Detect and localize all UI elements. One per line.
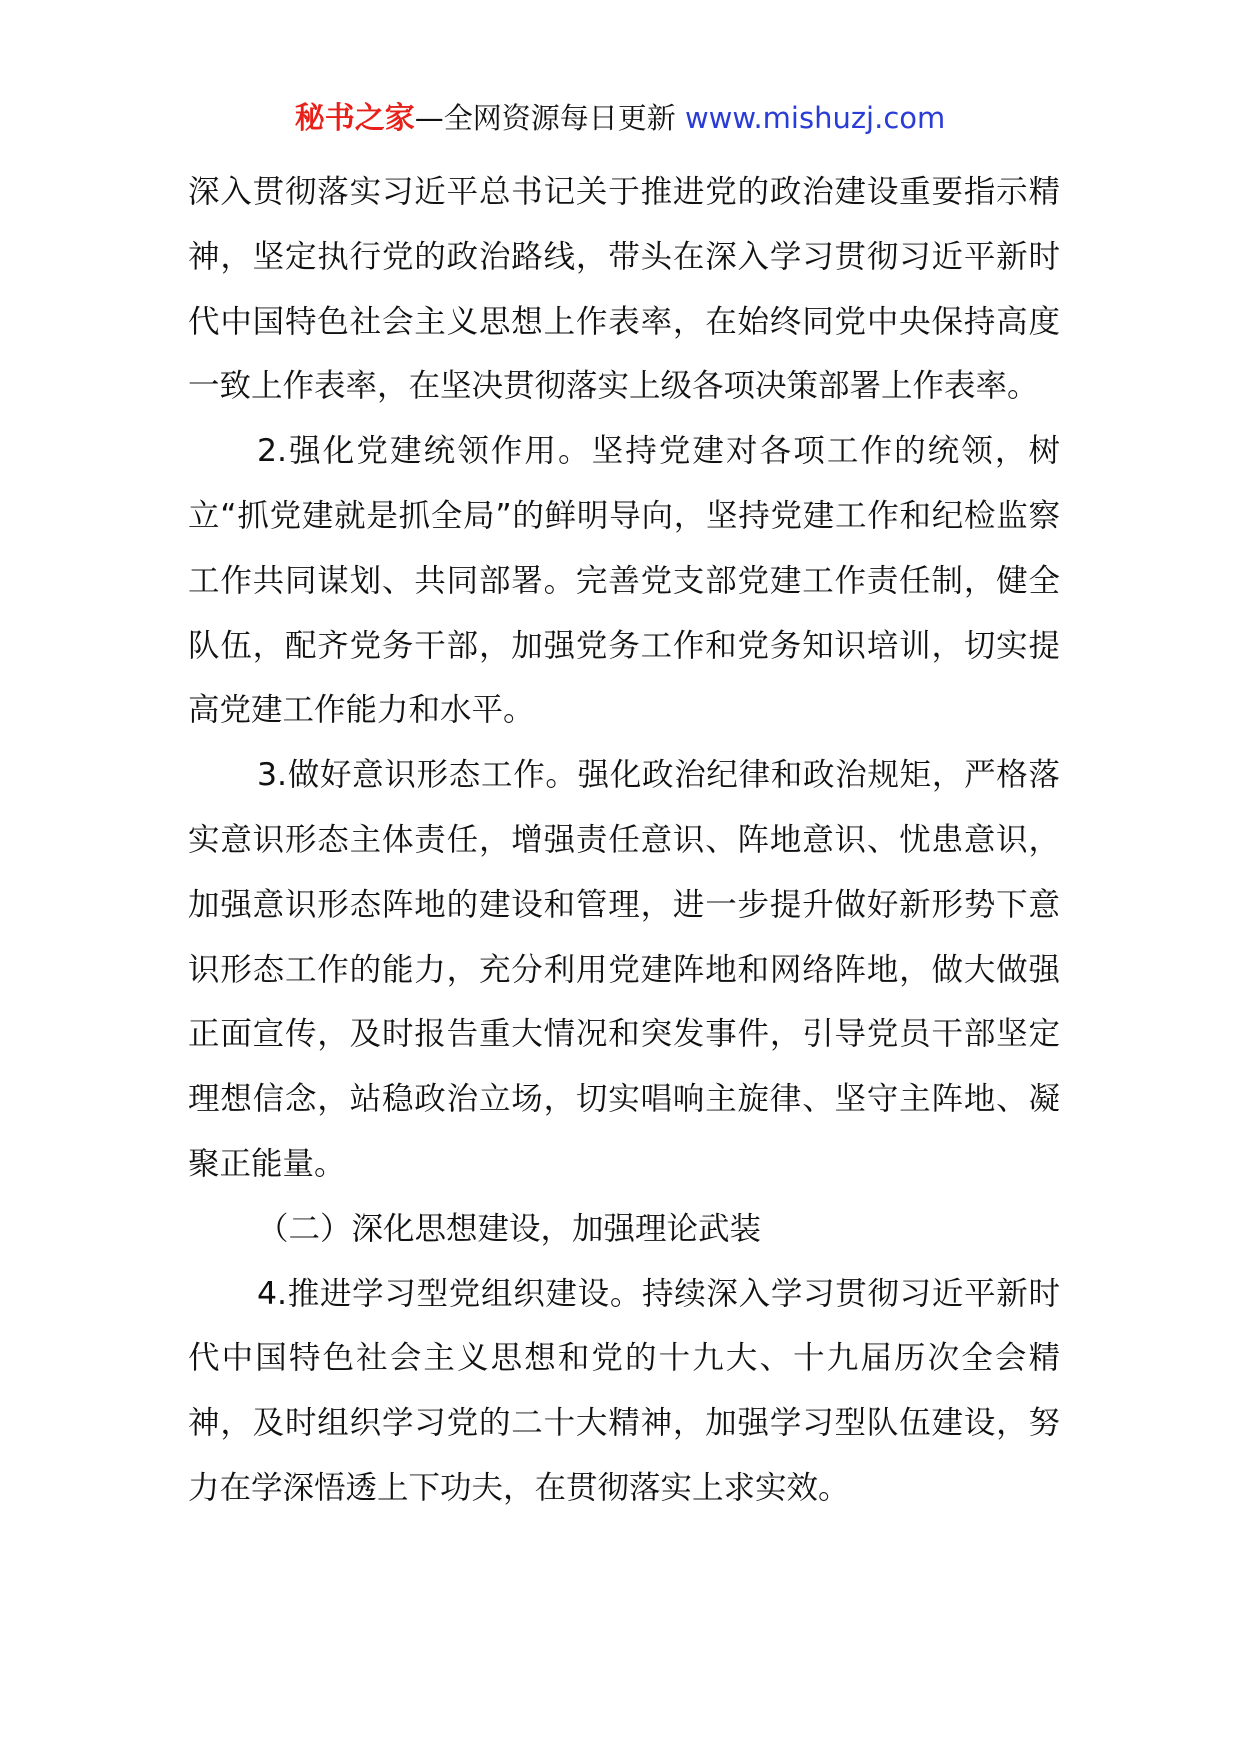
paragraph-item-4: 4.推进学习型党组织建设。持续深入学习贯彻习近平新时代中国特色社会主义思想和党的十九大、十九届历次全会精神，及时组织学习党的二十大精神，加强学习型队伍建设，努力在学深悟透上下功夫，在贯彻落实上求实效。: [188, 1275, 1060, 1506]
section-heading: （二）深化思想建设，加强理论武装: [257, 1210, 762, 1247]
document-body: [188, 160, 1060, 1521]
site-brand: 秘书之家: [294, 101, 415, 136]
page-header: [0, 98, 1240, 139]
site-tagline: —全网资源每日更新: [414, 101, 676, 135]
site-url-link[interactable]: www.mishuzj.com: [684, 101, 946, 135]
paragraph-continuation: 深入贯彻落实习近平总书记关于推进党的政治建设重要指示精神，坚定执行党的政治路线，带头在深入学习贯彻习近平新时代中国特色社会主义思想上作表率，在始终同党中央保持高度一致上作表率，在坚决贯彻落实上级各项决策部署上作表率。: [188, 174, 1060, 405]
paragraph-item-3: 3.做好意识形态工作。强化政治纪律和政治规矩，严格落实意识形态主体责任，增强责任意识、阵地意识、忧患意识，加强意识形态阵地的建设和管理，进一步提升做好新形势下意识形态工作的能力，充分利用党建阵地和网络阵地，做大做强正面宣传，及时报告重大情况和突发事件，引导党员干部坚定理想信念，站稳政治立场，切实唱响主旋律、坚守主阵地、凝聚正能量。: [188, 757, 1060, 1182]
paragraph-item-2: 2.强化党建统领作用。坚持党建对各项工作的统领，树立“抓党建就是抓全局”的鲜明导向，坚持党建工作和纪检监察工作共同谋划、共同部署。完善党支部党建工作责任制，健全队伍，配齐党务干部，加强党务工作和党务知识培训，切实提高党建工作能力和水平。: [188, 433, 1060, 729]
